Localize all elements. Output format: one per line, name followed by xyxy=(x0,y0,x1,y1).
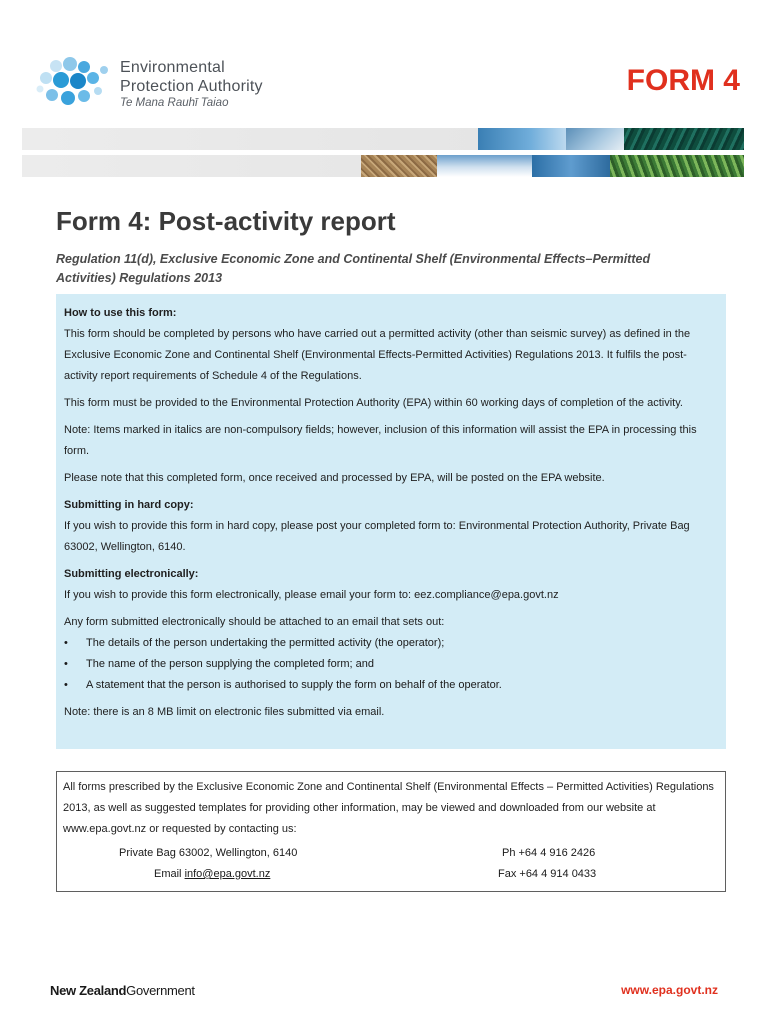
org-name xyxy=(120,58,263,111)
email-requirements-list xyxy=(64,633,718,696)
how-to-paragraph-3: Note: Items marked in italics are non-compulsory fields; however, inclusion of this information will assist the EPA in processing this form. xyxy=(64,424,697,457)
file-size-note: Note: there is an 8 MB limit on electronic files submitted via email. xyxy=(64,706,385,718)
website-link[interactable]: www.epa.govt.nz xyxy=(621,983,718,997)
sky-photo xyxy=(478,128,566,150)
contact-intro: All forms prescribed by the Exclusive Economic Zone and Continental Shelf (Environmental Effects – Permitted Activities) Regulations 2013, as well as suggested templates for providing other information, may be viewed and downloaded from our website at www.epa.govt.nz or requested by contacting us: xyxy=(63,781,714,835)
electronic-heading: Submitting electronically: xyxy=(64,568,199,580)
electronic-paragraph-2: Any form submitted electronically should be attached to an email that sets out: xyxy=(64,616,445,628)
regulation-subtitle: Regulation 11(d), Exclusive Economic Zone and Continental Shelf (Environmental Effects–Permitted Activities) Regulations 2013 xyxy=(56,252,651,285)
banner-strip-bottom xyxy=(22,155,744,177)
list-item: • A statement that the person is authorised to supply the form on behalf of the operator. xyxy=(64,675,718,696)
email-line xyxy=(154,864,270,885)
page-title: Form 4: Post-activity report xyxy=(56,206,396,236)
hard-copy-heading: Submitting in hard copy: xyxy=(64,499,194,511)
how-to-paragraph-4: Please note that this completed form, once received and processed by EPA, will be posted on the EPA website. xyxy=(64,472,605,484)
banner-strip-top xyxy=(22,128,744,150)
how-to-paragraph-2: This form must be provided to the Environmental Protection Authority (EPA) within 60 working days of completion of the activity. xyxy=(64,397,683,409)
sand-photo xyxy=(361,155,437,177)
fern-leaf-photo xyxy=(610,155,744,177)
org-name-line2: Protection Authority xyxy=(120,78,263,95)
list-item: • The name of the person supplying the completed form; and xyxy=(64,654,718,675)
cloud-photo xyxy=(437,155,532,177)
bullet-icon: • xyxy=(64,637,68,649)
nz-government-logo: New ZealandGovernment xyxy=(50,983,195,998)
list-item: • The details of the person undertaking the permitted activity (the operator); xyxy=(64,633,718,654)
email-label: Email xyxy=(154,868,185,880)
glacier-photo xyxy=(566,128,624,150)
epa-logo xyxy=(34,56,286,116)
phone-number: Ph +64 4 916 2426 xyxy=(502,847,596,859)
fern-photo xyxy=(624,128,744,150)
org-name-maori: Te Mana Rauhī Taiao xyxy=(120,97,229,109)
fax-number: Fax +64 4 914 0433 xyxy=(498,868,597,880)
how-to-paragraph-1: This form should be completed by persons who have carried out a permitted activity (other than seismic survey) as defined in the Exclusive Economic Zone and Continental Shelf (Environmental Effects-Permitted Activities) Regulations 2013. It fulfils the post-activity report requirements of Schedule 4 of the Regulations. xyxy=(64,328,691,382)
bullet-icon: • xyxy=(64,658,68,670)
postal-address: Private Bag 63002, Wellington, 6140 xyxy=(119,847,298,859)
electronic-paragraph-1: If you wish to provide this form electronically, please email your form to: eez.compliance@epa.govt.nz xyxy=(64,589,559,601)
bullet-icon: • xyxy=(64,679,68,691)
epa-logo-icon xyxy=(34,56,114,112)
hard-copy-paragraph: If you wish to provide this form in hard copy, please post your completed form to: Environmental Protection Authority, Private Bag 63002, Wellington, 6140. xyxy=(64,520,690,553)
how-to-heading: How to use this form: xyxy=(64,307,177,319)
form-number: FORM 4 xyxy=(626,64,740,97)
instructions-box xyxy=(56,294,726,749)
contact-details xyxy=(63,843,719,889)
email-link[interactable]: info@epa.govt.nz xyxy=(184,868,271,880)
contact-box xyxy=(56,771,726,892)
water-photo xyxy=(532,155,610,177)
org-name-line1: Environmental xyxy=(120,59,225,76)
